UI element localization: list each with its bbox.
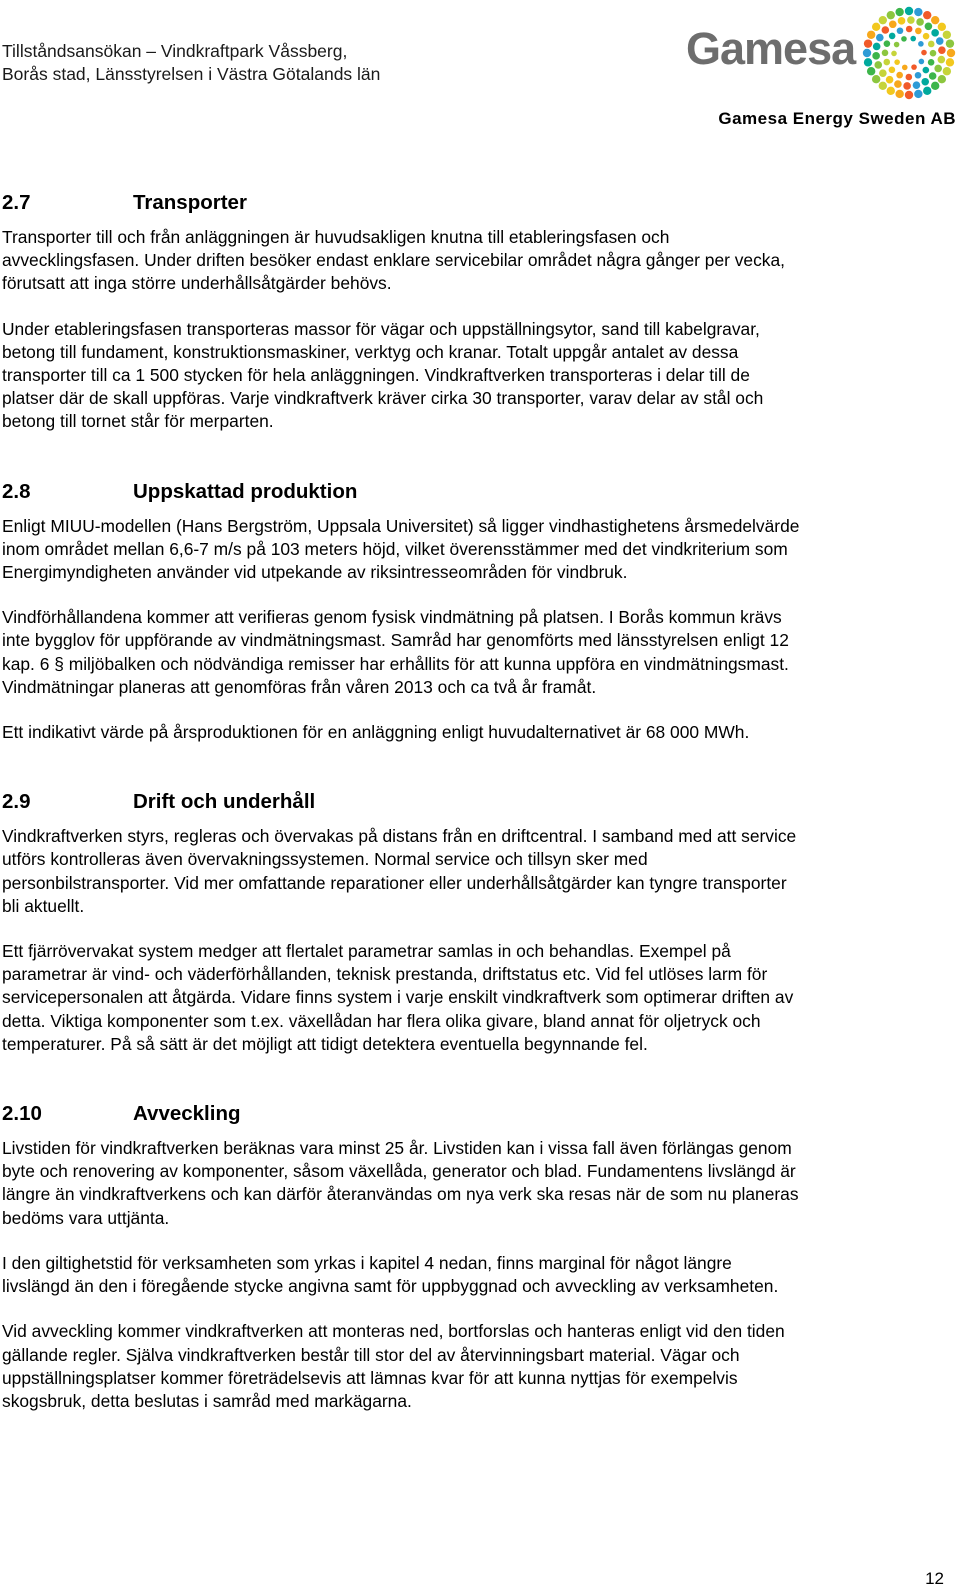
text-line: platser där de skall uppföras. Varje vindkraftverk kräver cirka 30 transporter, varav delar av stål och: [2, 388, 764, 409]
logo-dot: [923, 67, 930, 74]
logo-dot: [919, 59, 925, 65]
logo-dot: [864, 58, 872, 66]
text-line: förutsatt att inga större underhållsåtgärder behövs.: [2, 273, 392, 294]
logo-dot: [910, 36, 916, 42]
text-line: Under etableringsfasen transporteras massor för vägar och uppställningsytor, sand till kabelgravar,: [2, 318, 760, 339]
logo-dot: [879, 82, 887, 90]
logo-dot: [889, 33, 896, 40]
company-name: Gamesa Energy Sweden AB: [718, 109, 956, 128]
logo-dot: [928, 41, 935, 48]
text-line: byte och renovering av komponenter, såsom växellåda, generator och blad. Fundamentens livslängd är: [2, 1161, 796, 1182]
logo-dot: [882, 26, 890, 34]
logo-dot: [918, 41, 924, 47]
logo-dot: [879, 16, 887, 24]
logo-dot: [887, 87, 895, 95]
logo-dot: [903, 82, 911, 90]
logo-dot: [946, 58, 954, 66]
logo-dot: [925, 23, 933, 31]
logo-dot: [886, 76, 894, 84]
text-line: inte bygglov för uppförande av vindmätningsmast. Samråd har genomförts med länsstyrelsen enligt 12: [2, 630, 789, 651]
text-line: servicepersonalen att åtgärda. Vidare finns system i varje enskilt vindkraftverk som optimerar driften av: [2, 987, 794, 1008]
logo-dot: [887, 11, 895, 19]
text-line: Vid avveckling kommer vindkraftverken att monteras ned, bortforslas och hanteras enligt vid den tiden: [2, 1321, 785, 1342]
logo-dot: [894, 80, 902, 88]
paragraph: [2, 1137, 952, 1230]
logo-dot: [879, 69, 887, 77]
text-line: betong till fundament, konstruktionsmaskiner, verktyg och kranar. Totalt uppgår antalet av dessa: [2, 341, 739, 362]
logo-dot: [874, 61, 882, 69]
logo-dot: [867, 67, 875, 75]
logo-dot: [938, 46, 946, 54]
text-line: gällande regler. Själva vindkraftverken består till stor del av återvinningsbart material. Vägar och: [2, 1344, 740, 1365]
paragraph: [2, 226, 952, 296]
text-line: Enligt MIUU-modellen (Hans Bergström, Uppsala Universitet) så ligger vindhastighetens årsmedelvärde: [2, 515, 800, 536]
text-line: utförs kontrolleras även övervakningssystemen. Normal service och tillsyn sker med: [2, 849, 648, 870]
text-line: betong till tornet står för merparten.: [2, 411, 274, 432]
logo-dot: [895, 90, 903, 98]
section-title: Transporter: [133, 191, 247, 214]
text-line: längre än vindkraftverkens och kan därför återanvändas om nya verk ska resas när de som nu planeras: [2, 1184, 799, 1205]
gamesa-logo: [686, 6, 956, 102]
logo-dot: [943, 31, 951, 39]
logo-dot: [914, 90, 922, 98]
logo-dot: [901, 36, 907, 42]
text-line: inom området mellan 6,6-7 m/s på 103 meters höjd, vilket överensstämmer med det vindkriterium som: [2, 538, 788, 559]
paragraph: [2, 825, 952, 918]
logo-dot: [872, 75, 880, 83]
section-heading: [2, 479, 952, 505]
section-2-7: [2, 190, 952, 434]
logo-dot: [891, 51, 897, 57]
paragraph: [2, 940, 952, 1056]
text-line: livslängd än den i föregående stycke angivna samt för uppbyggnad och avveckling av verksamheten.: [2, 1276, 779, 1297]
paragraph: [2, 515, 952, 585]
header-title-line1: Tillståndsansökan – Vindkraftpark Våssberg,: [2, 41, 348, 61]
logo-dot: [902, 65, 908, 71]
header-title-line2: Borås stad, Länsstyrelsen i Västra Götalands län: [2, 64, 381, 84]
section-heading: [2, 789, 952, 815]
section-number: 2.10: [2, 1102, 42, 1126]
section-2-9: [2, 789, 952, 1056]
section-2-8: [2, 479, 952, 745]
section-2-10: [2, 1101, 952, 1413]
logo-dot: [872, 23, 880, 31]
logo-dot: [911, 64, 917, 70]
section-title: Drift och underhåll: [133, 790, 316, 814]
text-line: Ett indikativt värde på årsproduktionen för en anläggning enligt huvudalternativet är 68 000 MWh.: [2, 722, 750, 743]
section-title: Uppskattad produktion: [133, 479, 358, 503]
text-line: personbilstransporter. Vid mer omfattande reparationer eller underhållsåtgärder kan tyngre transporter: [2, 872, 787, 893]
text-line: avvecklingsfasen. Under driften besöker endast enklare servicebilar området några gånger per vecka,: [2, 250, 786, 271]
text-line: bedöms vara uttjänta.: [2, 1207, 170, 1228]
text-line: parametrar är vind- och väderförhållanden, teknisk prestanda, driftstatus etc. Vid fel utlöses larm för: [2, 964, 768, 985]
logo-dot: [863, 49, 871, 57]
logo-dot: [867, 31, 875, 39]
logo-text: Gamesa: [686, 23, 856, 74]
text-line: Vindförhållandena kommer att verifieras genom fysisk vindmätning på platsen. I Borås kommun krävs: [2, 607, 782, 628]
logo-dot: [906, 26, 913, 33]
logo-dot: [889, 67, 896, 74]
sunburst-icon: [862, 6, 956, 100]
logo-dot: [915, 72, 922, 79]
logo-dot: [946, 39, 954, 47]
paragraph: [2, 721, 952, 744]
text-line: skogsbruk, detta beslutas i samråd med markägarna.: [2, 1390, 412, 1411]
logo-dot: [923, 11, 931, 19]
text-line: transporter till ca 1 500 stycken för hela anläggningen. Vindkraftverken transporteras i delar till de: [2, 365, 750, 386]
paragraph: [2, 1252, 952, 1298]
logo-dot: [923, 33, 930, 40]
logo-dot: [934, 65, 942, 73]
logo-dot: [931, 82, 939, 90]
logo-dot: [906, 74, 913, 81]
text-line: bli aktuellt.: [2, 895, 85, 916]
logo-dot: [905, 91, 913, 99]
text-line: detta. Viktiga komponenter som t.ex. växellådan har flera olika givare, bland annat för oljetryck och: [2, 1010, 761, 1031]
logo-dot: [930, 50, 937, 57]
paragraph: [2, 606, 952, 699]
logo-dot: [921, 78, 929, 86]
logo-dot: [943, 67, 951, 75]
logo-dot: [938, 75, 946, 83]
text-line: Livstiden för vindkraftverken beräknas vara minst 25 år. Livstiden kan i vissa fall även förlängas genom: [2, 1138, 792, 1159]
logo-dot: [923, 87, 931, 95]
text-line: kap. 6 § miljöbalken och nödvändiga remisser har erhållits för att kunna uppföra en vindmätningsmast.: [2, 653, 789, 674]
logo-dot: [883, 59, 890, 66]
section-number: 2.7: [2, 191, 31, 214]
logo-dot: [931, 16, 939, 24]
section-number: 2.9: [2, 790, 31, 814]
logo-dot: [905, 7, 913, 15]
logo-dot: [907, 16, 915, 24]
logo-dot: [938, 23, 946, 31]
logo-dot: [864, 39, 872, 47]
logo-dot: [872, 52, 880, 60]
logo-dot: [947, 49, 955, 57]
text-line: Ett fjärrövervakat system medger att flertalet parametrar samlas in och behandlas. Exempel på: [2, 941, 731, 962]
logo-dot: [929, 72, 937, 80]
document-header: [2, 40, 380, 86]
paragraph: [2, 318, 952, 434]
logo-dot: [921, 50, 927, 56]
text-line: uppställningsplatser kommer företrädelsevis att lämnas kvar för att kunna nyttjas för exempelvis: [2, 1367, 738, 1388]
logo-dot: [882, 50, 889, 57]
logo-dot: [936, 37, 944, 45]
section-heading: [2, 1101, 952, 1127]
logo-dot: [915, 28, 922, 35]
document-body: [2, 190, 952, 1413]
logo-dot: [896, 72, 903, 79]
logo-dot: [894, 59, 900, 65]
logo-dot: [898, 17, 906, 25]
logo-dot: [873, 43, 881, 51]
section-number: 2.8: [2, 479, 31, 503]
text-line: Vindmätningar planeras att genomföras från våren 2013 och ca två år framåt.: [2, 676, 597, 697]
logo-dot: [928, 59, 935, 66]
text-line: I den giltighetstid för verksamheten som yrkas i kapitel 4 nedan, finns marginal för något längre: [2, 1252, 732, 1273]
logo-dot: [931, 29, 939, 37]
section-title: Avveckling: [133, 1102, 241, 1126]
page-number: 12: [925, 1569, 944, 1588]
logo-dot: [884, 40, 891, 47]
logo-dot: [895, 8, 903, 16]
logo-dot: [894, 42, 900, 48]
logo-dot: [914, 8, 922, 16]
logo-dot: [876, 34, 884, 42]
logo-dot: [913, 81, 921, 89]
logo-dot: [897, 27, 904, 34]
text-line: Transporter till och från anläggningen är huvudsakligen knutna till etableringsfasen och: [2, 227, 670, 247]
text-line: Energimyndigheten använder vid utpekande av riksintresseområden för vindbruk.: [2, 562, 628, 583]
logo-dot: [889, 20, 897, 28]
logo-dot: [916, 18, 924, 26]
section-heading: [2, 190, 952, 216]
logo-dot: [938, 56, 946, 64]
text-line: Vindkraftverken styrs, regleras och övervakas på distans från en driftcentral. I samband med att service: [2, 826, 797, 847]
text-line: temperaturer. På så sätt är det möjligt att tidigt detektera eventuella begynnande fel.: [2, 1033, 648, 1054]
paragraph: [2, 1320, 952, 1413]
